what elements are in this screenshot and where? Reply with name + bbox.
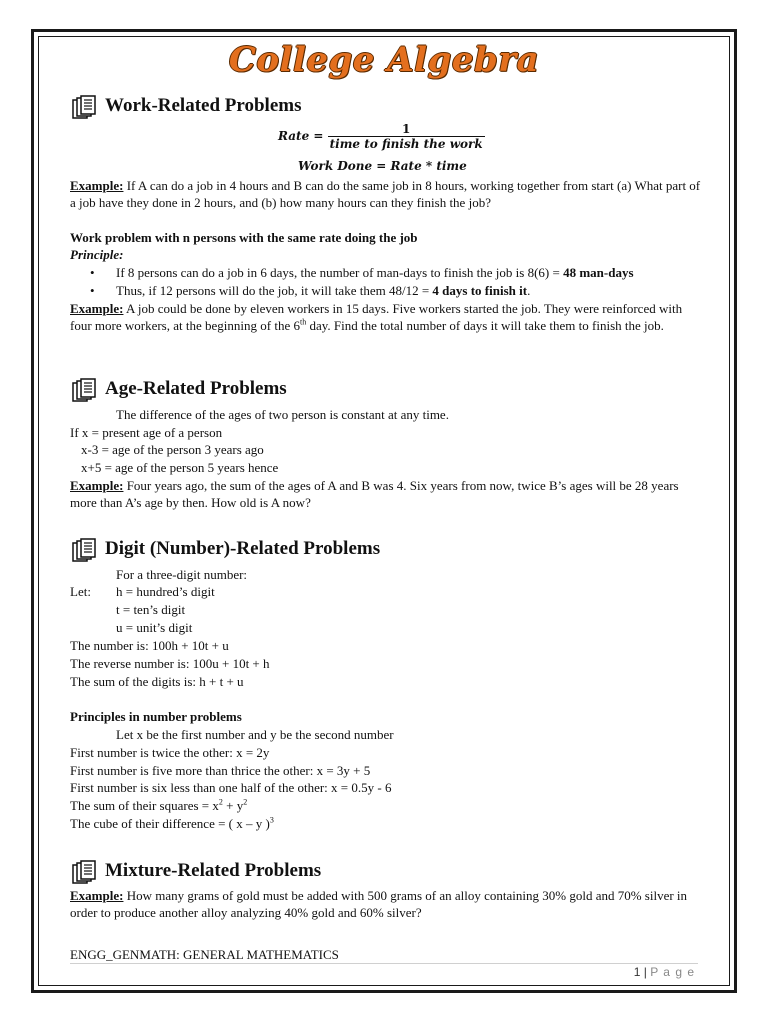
cube-text: The cube of their difference = ( x – y ) [70,816,270,831]
work-subheading: Work problem with n persons with the same rate doing the job [70,230,418,245]
work-section-title: Work-Related Problems [105,95,302,116]
bullet-2-text: Thus, if 12 persons will do the job, it will take them 48/12 = [116,283,430,298]
bullet-2-end: . [527,283,531,298]
work-bullet-1 [116,264,634,281]
bullet-icon: • [90,265,95,280]
example-text: Four years ago, the sum of the ages of A and B was 4. Six years from now, twice B’s ages will be 28 years more than A’s age by then. How old is A now? [70,478,679,510]
age-example [70,477,702,511]
example-text: How many grams of gold must be added with 500 grams of an alloy containing 30% gold and 70% silver in order to produce another alloy analyzing 40% gold and 60% silver? [70,888,688,920]
principle-line-5 [70,815,274,832]
digit-h-def: h = hundred’s digit [116,584,215,599]
work-bullet-2 [116,282,530,299]
rate-formula [278,122,485,151]
mixture-section-title: Mixture-Related Problems [105,860,322,881]
page-indicator [634,965,695,979]
age-section-title: Age-Related Problems [105,378,287,399]
document-stack-icon [72,859,98,885]
example-text-a: A job could be done by eleven workers in 15 days. Five workers started the job. They were reinforced with four more workers, at the beginning of the 6 [70,301,683,333]
example-text: If A can do a job in 4 hours and B can do the same job in 8 hours, working together from start (a) What part of a job have they done in 2 hours, and (b) how many hours can they finish the job? [70,178,701,210]
digit-number: The number is: 100h + 10t + u [70,638,229,653]
exponent: 2 [218,797,223,807]
digit-section-title: Digit (Number)-Related Problems [105,538,381,559]
ordinal-suffix: th [299,317,307,327]
example-label: Example: [70,888,124,903]
rate-numerator: 1 [328,122,485,137]
exponent: 2 [243,797,248,807]
rate-fraction [328,122,485,151]
digit-reverse: The reverse number is: 100u + 10t + h [70,656,270,671]
bullet-1-text: If 8 persons can do a job in 6 days, the number of man-days to finish the job is 8(6) = [116,265,560,280]
footer-divider [70,963,698,964]
age-line-1: The difference of the ages of two person is constant at any time. [116,407,449,422]
digit-t-def: t = ten’s digit [116,602,186,617]
principle-line-0: Let x be the first number and y be the second number [116,727,394,742]
digit-intro: For a three-digit number: [116,567,248,582]
digit-sum: The sum of the digits is: h + t + u [70,674,244,689]
principles-heading: Principles in number problems [70,709,242,724]
exponent: 3 [269,815,274,825]
example-text-b: day. Find the total number of days it will take them to finish the job. [309,318,664,333]
age-line-3: x-3 = age of the person 3 years ago [81,442,264,457]
principle-line-1: First number is twice the other: x = 2y [70,745,270,760]
mixture-example [70,887,702,921]
bullet-2-bold: 4 days to finish it [432,283,528,298]
work-done-formula: Work Done = Rate * time [298,159,467,173]
bullet-1-bold: 48 man-days [563,265,634,280]
document-stack-icon [72,537,98,563]
page-separator: | [640,965,651,979]
squares-text-b: + y [222,798,244,813]
principle-line-3: First number is six less than one half of the other: x = 0.5y - 6 [70,780,392,795]
squares-text-a: The sum of their squares = x [70,798,219,813]
bullet-icon: • [90,283,95,298]
footer-course: ENGG_GENMATH: GENERAL MATHEMATICS [70,947,339,962]
example-label: Example: [70,178,124,193]
digit-let-label: Let: [70,584,91,599]
age-line-2: If x = present age of a person [70,425,223,440]
rate-denominator: time to finish the work [329,137,483,151]
page-title: College Algebra [228,40,540,80]
work-example-1 [70,177,702,211]
document-stack-icon [72,94,98,120]
principle-line-2: First number is five more than thrice the other: x = 3y + 5 [70,763,371,778]
principle-label: Principle: [70,247,124,262]
rate-formula-lhs: Rate = [278,129,324,143]
page-number: 1 [633,965,641,979]
work-example-2 [70,300,702,334]
example-label: Example: [70,301,124,316]
page-label: P a g e [650,965,695,979]
document-stack-icon [72,377,98,403]
digit-u-def: u = unit’s digit [116,620,193,635]
principle-line-4 [70,797,247,814]
age-line-4: x+5 = age of the person 5 years hence [81,460,279,475]
example-label: Example: [70,478,124,493]
